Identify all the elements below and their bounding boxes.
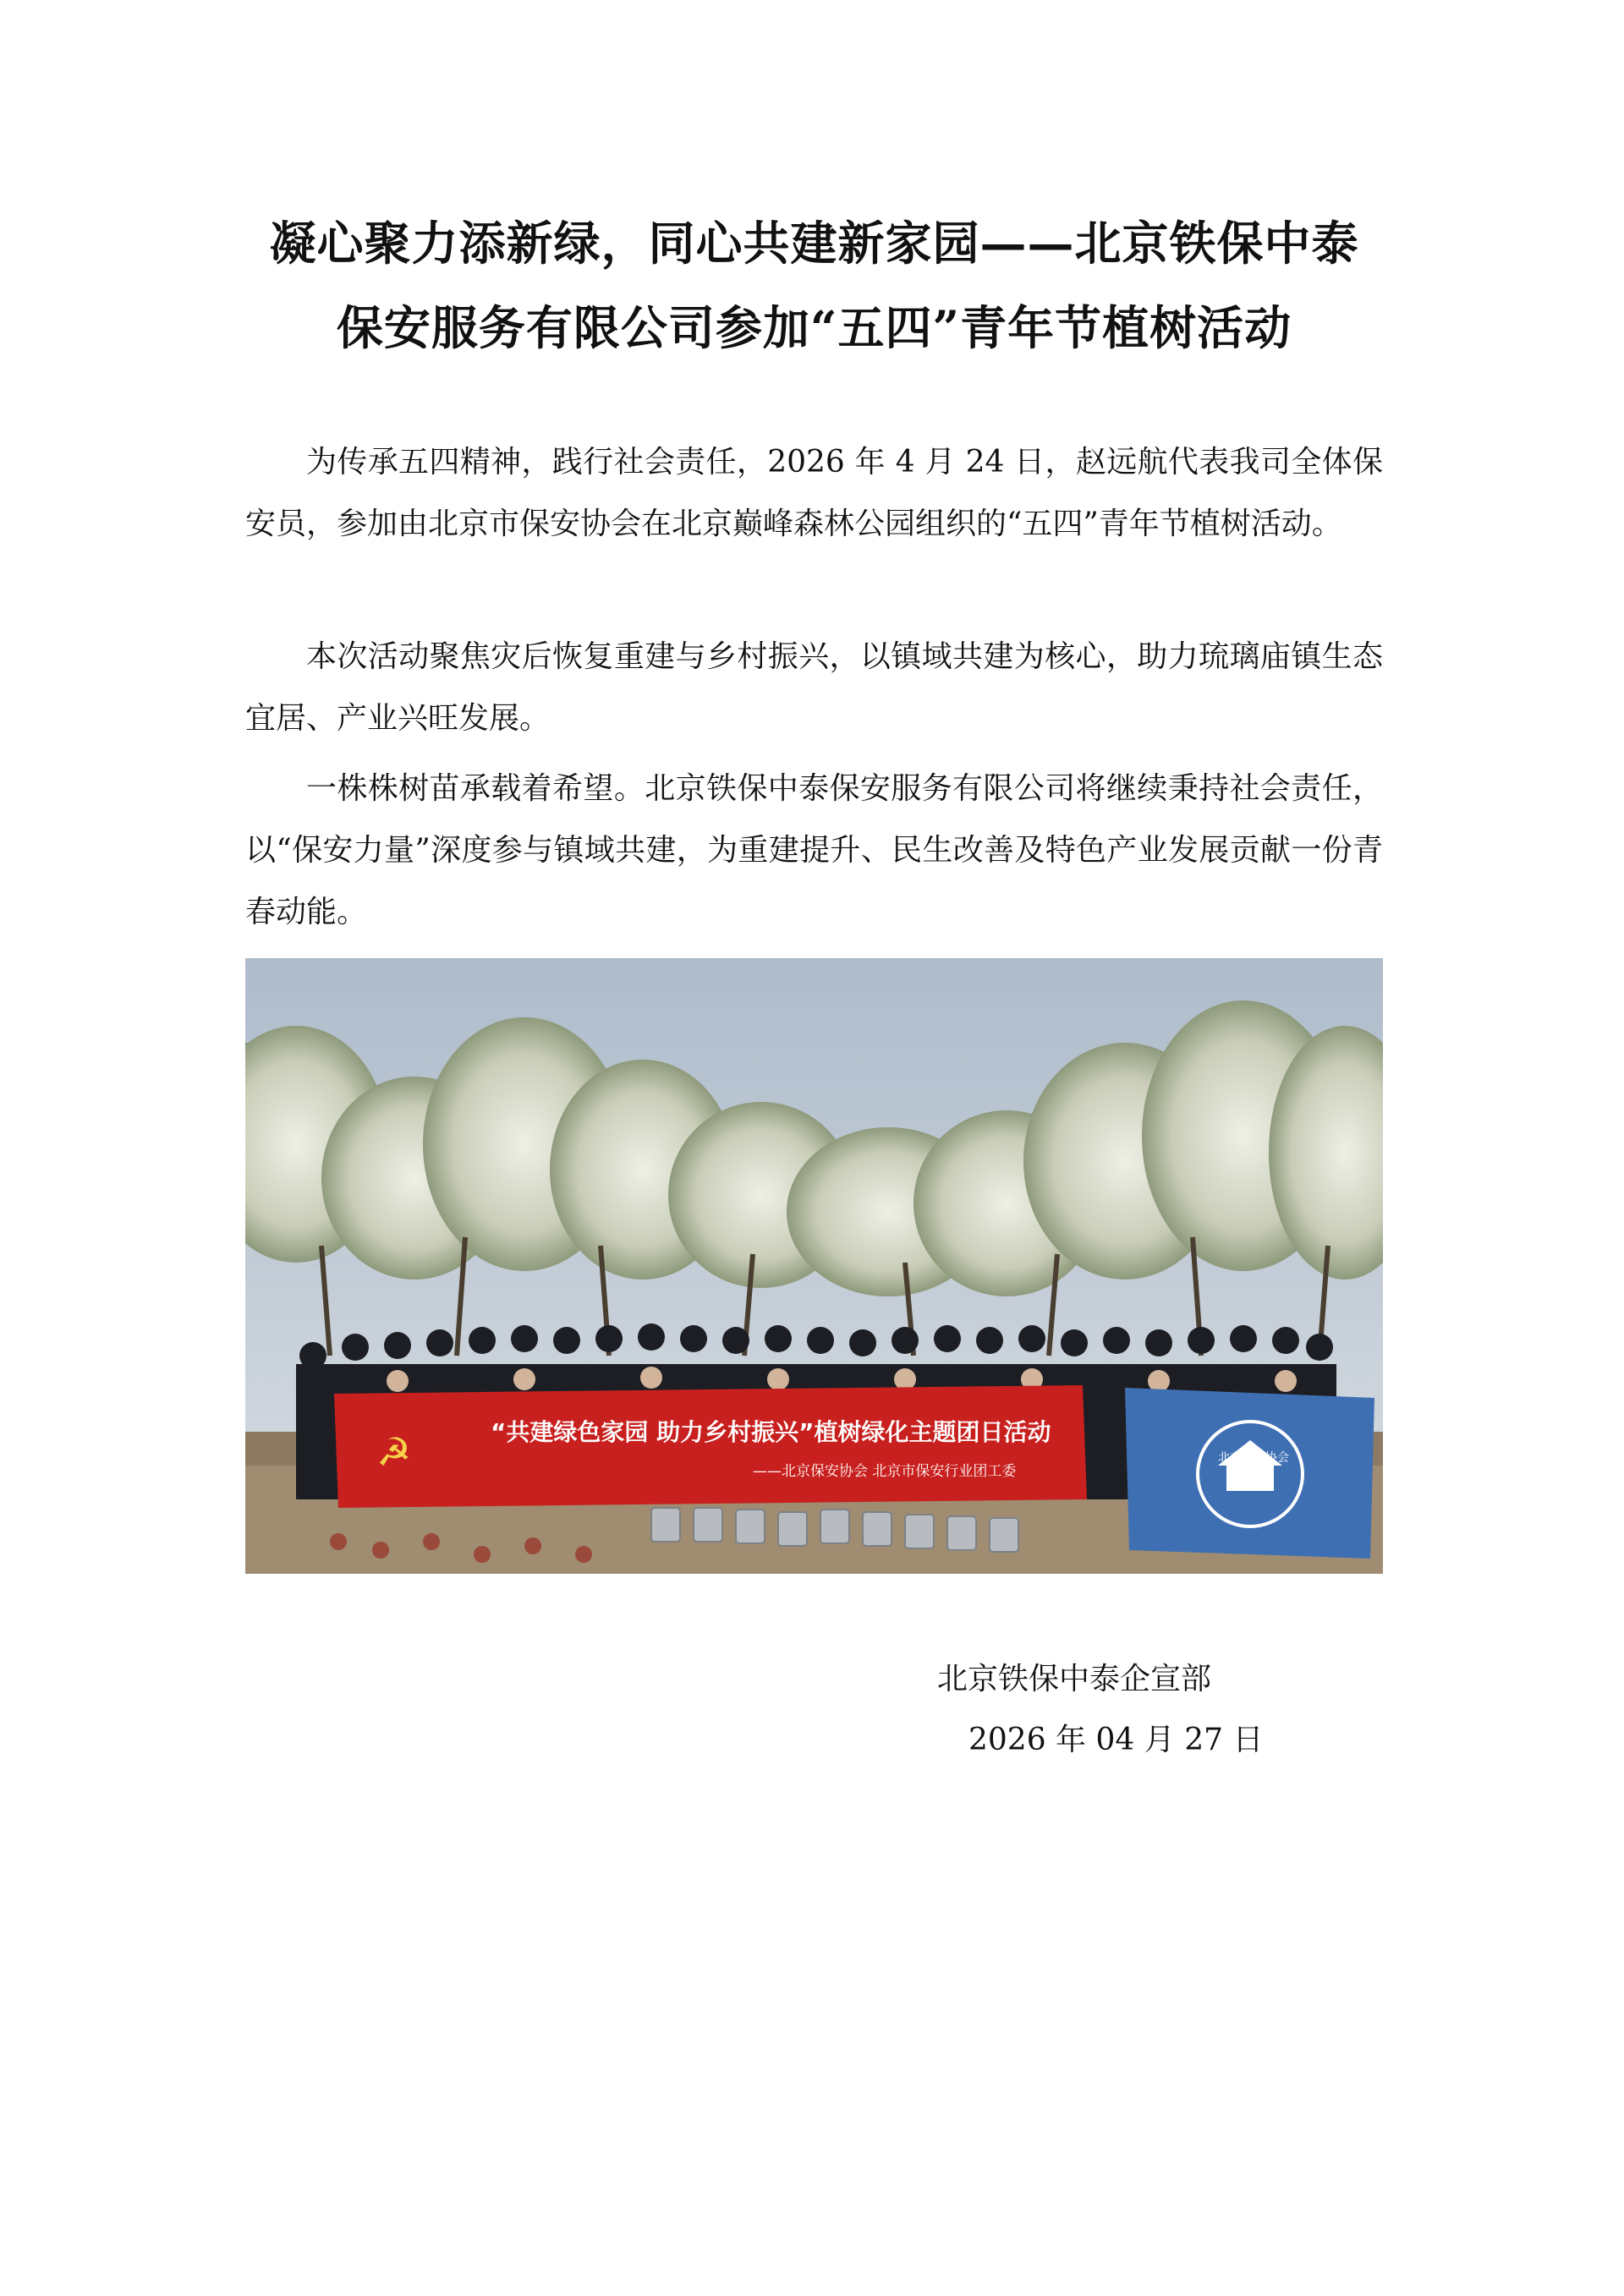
banner-sub-text: ——北京保安协会 北京市保安行业团工委	[753, 1463, 1017, 1480]
red-banner	[334, 1385, 1087, 1508]
paragraph-3: 一株株树苗承载着希望。北京铁保中泰保安服务有限公司将继续秉持社会责任，以“保安力量”深度参与镇域共建，为重建提升、民生改善及特色产业发展贡献一份青春动能。	[245, 771, 1383, 929]
signature: 北京铁保中泰企宣部	[937, 1662, 1212, 1696]
svg-text:☭: ☭	[376, 1430, 412, 1474]
group-photo	[245, 958, 1383, 1574]
blue-flag	[1125, 1388, 1374, 1559]
document-date: 2026 年 04 月 27 日	[968, 1723, 1264, 1757]
title-line-2: 保安服务有限公司参加“五四”青年节植树活动	[336, 300, 1292, 355]
document-title	[245, 201, 1383, 370]
paragraph-1: 为传承五四精神，践行社会责任，2026 年 4 月 24 日，赵远航代表我司全体保安员，参加由北京市保安协会在北京巅峰森林公园组织的“五四”青年节植树活动。	[245, 445, 1383, 541]
paragraph-2: 本次活动聚焦灾后恢复重建与乡村振兴，以镇域共建为核心，助力琉璃庙镇生态宜居、产业兴旺发展。	[245, 639, 1383, 736]
title-line-1: 凝心聚力添新绿，同心共建新家园——北京铁保中泰	[269, 216, 1359, 271]
banner-main-text: “共建绿色家园 助力乡村振兴”植树绿化主题团日活动	[491, 1418, 1051, 1446]
flag-text: 北京保安协会	[1218, 1451, 1289, 1465]
